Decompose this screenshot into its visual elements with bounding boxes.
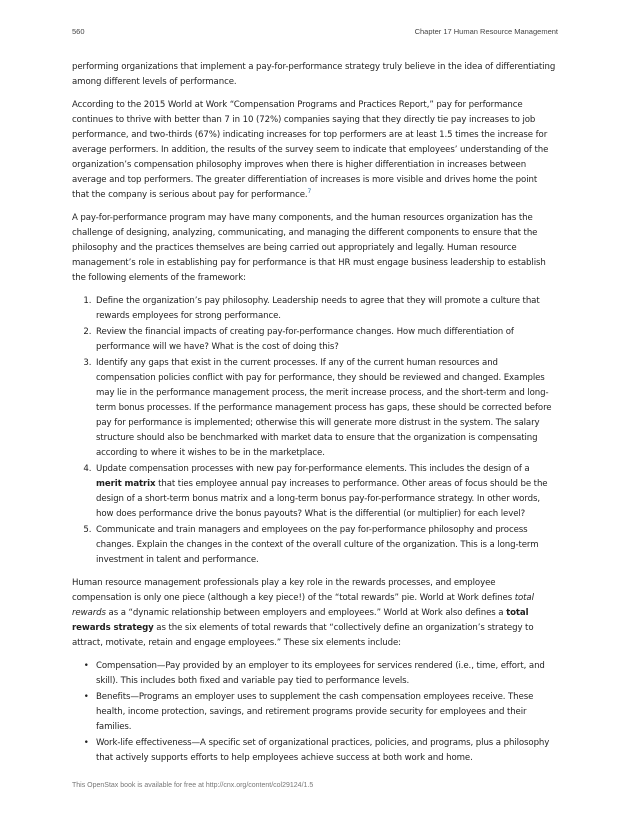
chapter-title: Chapter 17 Human Resource Management: [414, 27, 558, 36]
paragraph-intro: performing organizations that implement a pay-for-performance strategy truly believe in the idea of differentiating among different levels of performance.: [72, 62, 556, 87]
list-item: • Compensation—Pay provided by an employer to its employees for services rendered (i.e., time, effort, and skill). This includes both fixed and variable pay tied to performance levels.: [94, 659, 556, 689]
step-text: that ties employee annual pay increases to performance. Other areas of focus should be the design of a short-term bonus matrix and a long-term bonus pay-for-performance strategy. In other words, how does performance drive the bonus payouts? What is the differential (or multiplier) for each level?: [96, 479, 548, 519]
list-item: 3. Identify any gaps that exist in the current processes. If any of the current human resources and compensation policies conflict with pay for performance, they should be reviewed and changed. Examples may lie in the performance management process, the merit increase process, and the short-term and long-term bonus processes. If the performance management process has gaps, these should be corrected before pay for performance is implemented; otherwise this will generate more distrust in the system. The salary structure should also be benchmarked with market data to ensure that the organization is compensating according to where it wishes to be in the marketplace.: [94, 356, 556, 461]
list-item: • Work-life effectiveness—A specific set of organizational practices, policies, and programs, plus a philosophy that actively supports efforts to help employees achieve success at both work and home.: [94, 736, 556, 766]
list-item: 2. Review the financial impacts of creating pay-for-performance changes. How much differentiation of performance will we have? What is the cost of doing this?: [94, 325, 556, 355]
step-text: Update compensation processes with new pay for-performance elements. This includes the design of a: [96, 464, 530, 474]
page-number: 560: [72, 27, 85, 36]
framework-steps-list: [72, 294, 556, 568]
paragraph-text: as the six elements of total rewards that “collectively define an organization’s strategy to attract, motivate, retain and engage employees.” These six elements include:: [72, 623, 534, 648]
page-content: [72, 60, 556, 767]
paragraph-survey: [72, 98, 556, 203]
italic-term-total-rewards: total rewards: [72, 593, 534, 618]
key-term-merit-matrix: merit matrix: [96, 479, 156, 489]
footnote-link[interactable]: 7: [307, 188, 312, 195]
paragraph-text: as a “dynamic relationship between employers and employees.” World at Work also defines a: [108, 608, 504, 618]
paragraph-survey-text: According to the 2015 World at Work “Compensation Programs and Practices Report,” pay for performance continues to thrive with better than 7 in 10 (72%) companies saying that they directly tie pay increases to job performance, and two-thirds (67%) indicating increases for top performers are at least 1.5 times the increase for average performers. In addition, the results of the survey seem to indicate that employees’ understanding of the organization’s compensation philosophy improves when there is higher differentiation in increases between average and top performers. The greater differentiation of increases is more visible and drives home the point that the company is serious about pay for performance.: [72, 100, 549, 200]
list-item: • Benefits—Programs an employer uses to supplement the cash compensation employees receive. These health, income protection, savings, and retirement programs provide security for employees and their families.: [94, 690, 556, 735]
paragraph-total-rewards: [72, 576, 556, 651]
list-item: 1. Define the organization’s pay philosophy. Leadership needs to agree that they will promote a culture that rewards employees for strong performance.: [94, 294, 556, 324]
list-item: [94, 462, 556, 522]
paragraph-program: A pay-for-performance program may have many components, and the human resources organization has the challenge of designing, analyzing, communicating, and managing the different components to ensure that the philosophy and the practices themselves are being carried out appropriately and legally. Human resource management’s role in establishing pay for performance is that HR must engage business leadership to establish the following elements of the framework:: [72, 213, 546, 283]
key-term-total-rewards-strategy: total rewards strategy: [72, 608, 529, 633]
rewards-elements-list: [72, 659, 556, 766]
list-item: 5. Communicate and train managers and employees on the pay for-performance philosophy and process changes. Explain the changes in the context of the overall culture of the organization. This is a long-term investment in talent and performance.: [94, 523, 556, 568]
paragraph-text: Human resource management professionals play a key role in the rewards processes, and employee compensation is only one piece (although a key piece!) of the “total rewards” pie. World at Work defines: [72, 578, 513, 603]
page-footer: This OpenStax book is available for free at http://cnx.org/content/col29124/1.5: [72, 782, 314, 789]
